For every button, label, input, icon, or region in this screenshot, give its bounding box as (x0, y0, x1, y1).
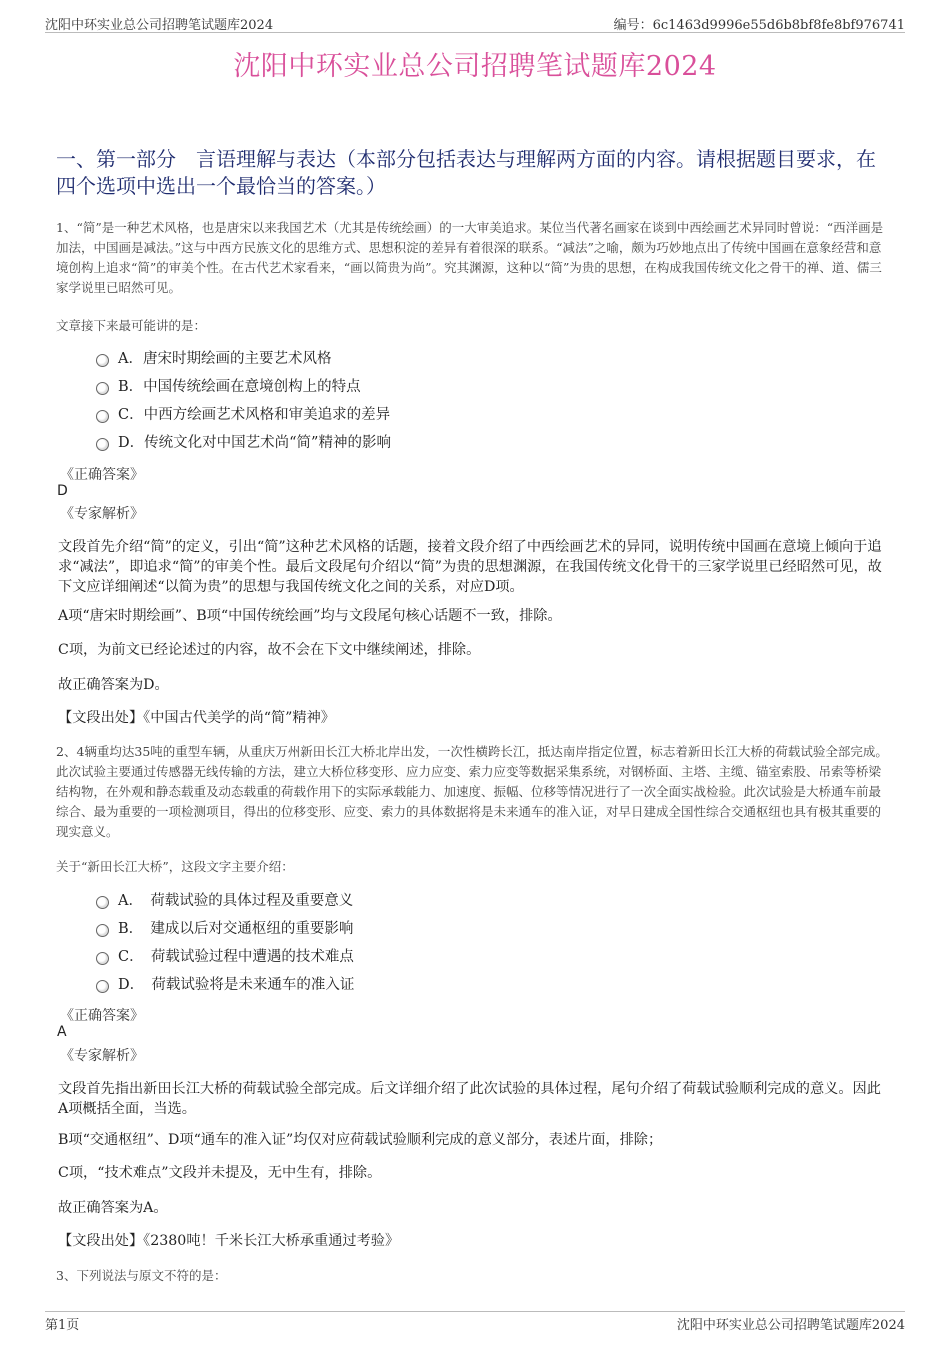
explanation-paragraph: C项，为前文已经论述过的内容，故不会在下文中继续阐述，排除。 (58, 642, 481, 658)
answer-label: 《正确答案》 (60, 1008, 144, 1024)
question-1-option-c[interactable]: C．中西方绘画艺术风格和审美追求的差异 (96, 404, 390, 426)
answer-label: 《正确答案》 (60, 467, 144, 483)
question-3-text: 3、下列说法与原文不符的是： (56, 1268, 227, 1283)
explanation-paragraph: A项“唐宋时期绘画”、B项“中国传统绘画”均与文段尾句核心话题不一致，排除。 (58, 608, 562, 624)
source-citation: 【文段出处】《2380吨！千米长江大桥承重通过考验》 (58, 1233, 400, 1249)
radio-icon[interactable] (96, 952, 109, 965)
question-2-option-d[interactable]: D． 荷载试验将是未来通车的准入证 (96, 974, 354, 996)
page-footer (45, 1311, 905, 1332)
radio-icon[interactable] (96, 924, 109, 937)
question-1-text: 1、“简”是一种艺术风格，也是唐宋以来我国艺术（尤其是传统绘画）的一大审美追求。某位当代著名画家在谈到中西绘画艺术异同时曾说：“西洋画是加法，中国画是减法。”这与中西方民族文化的思维方式、思想积淀的差异有着很深的联系。“减法”之喻，颇为巧妙地点出了传统中国画在意象经营和意境创构上追求“简”的审美个性。在古代艺术家看来，“画以简贵为尚”。究其渊源，这种以“简”为贵的思想，在构成我国传统文化之骨干的禅、道、儒三家学说里已昭然可见。 (56, 220, 884, 295)
question-2-text: 2、4辆重均达35吨的重型车辆，从重庆万州新田长江大桥北岸出发，一次性横跨长江，抵达南岸指定位置，标志着新田长江大桥的荷载试验全部完成。此次试验主要通过传感器无线传输的方法，建立大桥位移变形、应力应变、索力应变等数据采集系统，对钢桥面、主塔、主缆、锚室索股、吊索等桥梁结构物，在外观和静态载重及动态载重的荷载作用下的实际承载能力、加速度、振幅、位移等情况进行了一次全面实战检验。此次试验是大桥通车前最综合、最为重要的一项检测项目，得出的位移变形、应变、索力的具体数据将是未来通车的准入证，对早日建成全国性综合交通枢纽也具有极其重要的现实意义。 (56, 744, 888, 839)
header-title: 沈阳中环实业总公司招聘笔试题库2024 (45, 18, 274, 33)
question-1-option-a[interactable]: A．唐宋时期绘画的主要艺术风格 (96, 348, 331, 370)
page-header (45, 14, 905, 33)
question-2-option-a[interactable]: A． 荷载试验的具体过程及重要意义 (96, 890, 353, 912)
section-heading: 一、第一部分 言语理解与表达（本部分包括表达与理解两方面的内容。请根据题目要求，在四个选项中选出一个最恰当的答案。） (56, 147, 876, 198)
question-2-option-b[interactable]: B． 建成以后对交通枢纽的重要影响 (96, 918, 353, 940)
explanation-paragraph: B项“交通枢纽”、D项“通车的准入证”均仅对应荷载试验顺利完成的意义部分，表述片面，排除； (58, 1132, 663, 1148)
footer-title: 沈阳中环实业总公司招聘笔试题库2024 (676, 1318, 905, 1333)
correct-answer: A (57, 1024, 67, 1040)
explanation-paragraph: 故正确答案为D。 (58, 677, 169, 693)
page-number: 第1页 (45, 1318, 80, 1333)
question-1-prompt: 文章接下来最可能讲的是： (56, 318, 207, 333)
analysis-label: 《专家解析》 (60, 1048, 144, 1064)
radio-icon[interactable] (96, 980, 109, 993)
analysis-label: 《专家解析》 (60, 506, 144, 522)
question-2-prompt: 关于“新田长江大桥”，这段文字主要介绍： (56, 859, 294, 874)
explanation-paragraph: C项，“技术难点”文段并未提及，无中生有，排除。 (58, 1165, 382, 1181)
radio-icon[interactable] (96, 896, 109, 909)
source-citation: 【文段出处】《中国古代美学的尚“简”精神》 (58, 710, 335, 726)
question-1-option-b[interactable]: B．中国传统绘画在意境创构上的特点 (96, 376, 361, 398)
radio-icon[interactable] (96, 410, 109, 423)
question-2-option-c[interactable]: C． 荷载试验过程中遭遇的技术难点 (96, 946, 354, 968)
page-title: 沈阳中环实业总公司招聘笔试题库2024 (233, 51, 717, 82)
explanation-paragraph: 故正确答案为A。 (58, 1200, 168, 1216)
radio-icon[interactable] (96, 354, 109, 367)
radio-icon[interactable] (96, 382, 109, 395)
correct-answer: D (57, 483, 68, 499)
radio-icon[interactable] (96, 438, 109, 451)
document-id: 编号：6c1463d9996e55d6b8bf8fe8bf976741 (613, 18, 905, 33)
question-1-option-d[interactable]: D．传统文化对中国艺术尚“简”精神的影响 (96, 432, 391, 454)
explanation-paragraph: 文段首先介绍“简”的定义，引出“简”这种艺术风格的话题，接着文段介绍了中西绘画艺术的异同，说明传统中国画在意境上倾向于追求“减法”，即追求“简”的审美个性。最后文段尾句介绍以“简”为贵的思想渊源，在我国传统文化骨干的三家学说里已经昭然可见，故下文应详细阐述“以简为贵”的思想与我国传统文化之间的关系，对应D项。 (58, 539, 882, 595)
explanation-paragraph: 文段首先指出新田长江大桥的荷载试验全部完成。后文详细介绍了此次试验的具体过程，尾句介绍了荷载试验顺利完成的意义。因此A项概括全面，当选。 (58, 1081, 881, 1117)
